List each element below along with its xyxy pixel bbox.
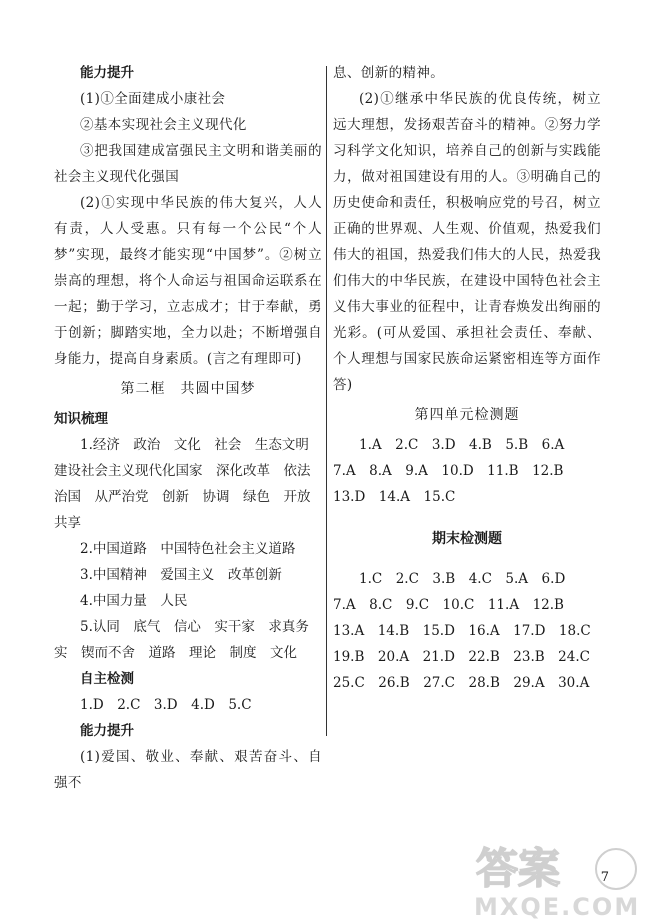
svg-text:MXQE.COM: MXQE.COM [474,893,640,920]
unit-test-answers: 13.D 14.A 15.C [333,489,456,505]
knowledge-item: 4.中国力量 人民 [80,593,188,609]
knowledge-item: 1.经济 政治 文化 社会 生态文明 建设社会主义现代化国家 深化改革 依法治国 从严治党 创新 协调 绿色 开放 共享 [54,437,324,531]
knowledge-item: 3.中国精神 爱国主义 改革创新 [80,567,282,583]
knowledge-item: 2.中国道路 中国特色社会主义道路 [80,541,296,557]
final-test-answers: 25.C 26.B 27.C 28.B 29.A 30.A [333,675,590,691]
right-column [333,60,601,696]
heading-knowledge: 知识梳理 [54,411,108,427]
column-divider [326,66,327,736]
final-test-answers: 7.A 8.C 9.C 10.C 11.A 12.B [333,597,564,613]
answer-paragraph: (2)①继承中华民族的优良传统，树立远大理想，发扬艰苦奋斗的精神。②努力学习科学文化知识，培养自己的创新与实践能力，做对祖国建设有用的人。③明确自己的历史使命和责任，积极响应党的号召，树立正确的世界观、人生观、价值观，热爱我们伟大的祖国，热爱我们伟大的人民，热爱我们伟大的中华民族，在建设中国特色社会主义伟大事业的征程中，让青春焕发出绚丽的光彩。(可从爱国、承担社会责任、奉献、个人理想与国家民族命运紧密相连等方面作答) [333,91,601,393]
answer-continuation: 息、创新的精神。 [333,65,445,81]
heading-self-test: 自主检测 [80,671,134,687]
section-title: 第二框 共圆中国梦 [120,381,256,397]
answer-line: ②基本实现社会主义现代化 [80,117,247,133]
answer-line: ③把我国建成富强民主文明和谐美丽的社会主义现代化强国 [54,143,322,185]
heading-ability-2: 能力提升 [80,723,134,739]
watermark-logo [470,835,640,920]
self-test-answers: 1.D 2.C 3.D 4.D 5.C [80,697,252,713]
final-test-answers: 19.B 20.A 21.D 22.B 23.B 24.C [333,649,590,665]
answer-line: (1)爱国、敬业、奉献、艰苦奋斗、自强不 [54,749,322,791]
knowledge-item: 5.认同 底气 信心 实干家 求真务实 锲而不舍 道路 理论 制度 文化 [54,619,309,661]
svg-text:答案: 答案 [476,844,561,893]
final-test-answers: 1.C 2.C 3.B 4.C 5.A 6.D [359,571,566,587]
answer-paragraph: (2)①实现中华民族的伟大复兴，人人有责，人人受惠。只有每一个公民“个人梦”实现，最终才能实现“中国梦”。②树立崇高的理想，将个人命运与祖国命运联系在一起；勤于学习，立志成才；甘于奉献，勇于创新；脚踏实地，全力以赴；不断增强自身能力，提高自身素质。(言之有理即可) [54,195,322,367]
heading-ability: 能力提升 [80,65,134,81]
page-number: 7 [600,870,609,885]
final-test-answers: 13.A 14.B 15.D 16.A 17.D 18.C [333,623,591,639]
unit-test-title: 第四单元检测题 [414,407,520,423]
left-column [54,60,322,796]
final-test-title: 期末检测题 [432,531,502,547]
answer-line: (1)①全面建成小康社会 [80,91,226,107]
unit-test-answers: 7.A 8.A 9.A 10.D 11.B 12.B [333,463,564,479]
unit-test-answers: 1.A 2.C 3.D 4.B 5.B 6.A [359,437,565,453]
